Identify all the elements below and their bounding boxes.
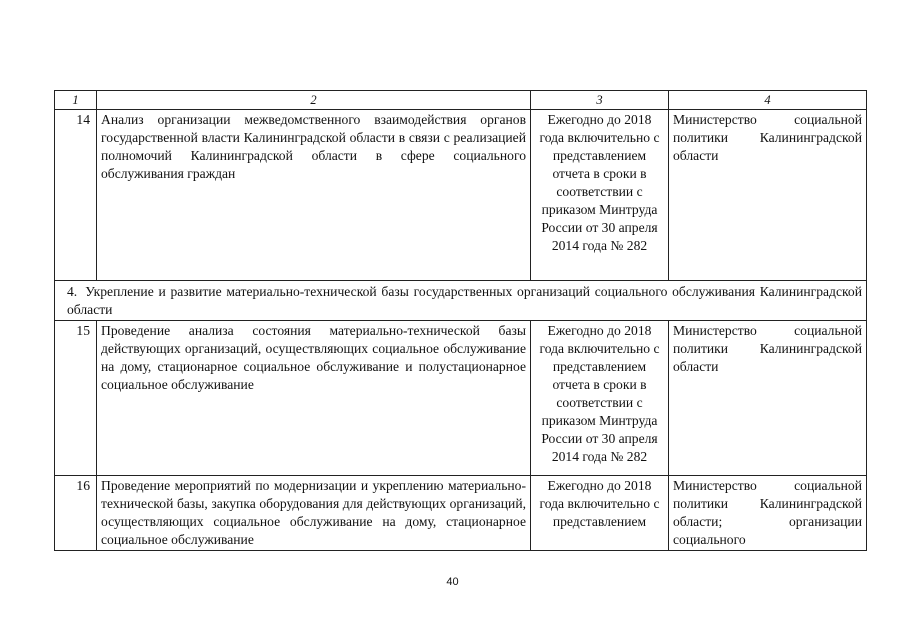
responsible-cell: Министерство социальной политики Калининградской области <box>669 321 867 476</box>
activity-cell: Проведение мероприятий по модернизации и укреплению материально-технической базы, закупка оборудования для действующих организаций, осуществляющих социальное обслуживание на дому, стационарное социальное обслуживание <box>97 476 531 551</box>
document-table <box>54 90 867 551</box>
term-cell: Ежегодно до 2018 года включительно с представлением <box>531 476 669 551</box>
term-cell: Ежегодно до 2018 года включительно с представлением отчета в сроки в соответствии с приказом Минтруда России от 30 апреля 2014 года № 282 <box>531 110 669 281</box>
term-cell: Ежегодно до 2018 года включительно с представлением отчета в сроки в соответствии с приказом Минтруда России от 30 апреля 2014 года № 282 <box>531 321 669 476</box>
responsible-cell: Министерство социальной политики Калининградской области <box>669 110 867 281</box>
header-cell-1: 1 <box>55 91 97 110</box>
row-number: 16 <box>55 476 97 551</box>
section-title: Укрепление и развитие материально-технической базы государственных организаций социального обслуживания Калининградской области <box>67 284 862 317</box>
section-heading-cell <box>55 281 867 321</box>
header-cell-3: 3 <box>531 91 669 110</box>
activity-cell: Анализ организации межведомственного взаимодействия органов государственной власти Калининградской области в связи с реализацией полномочий Калининградской области в сфере социального обслуживания граждан <box>97 110 531 281</box>
row-number: 14 <box>55 110 97 281</box>
section-number: 4. <box>67 284 78 299</box>
header-cell-2: 2 <box>97 91 531 110</box>
table-row <box>55 321 867 476</box>
activity-cell: Проведение анализа состояния материально-технической базы действующих организаций, осуществляющих социальное обслуживание на дому, стационарное социальное обслуживание и полустационарное социальное обслуживание <box>97 321 531 476</box>
responsible-cell: Министерство социальной политики Калининградской области; организации социального <box>669 476 867 551</box>
header-cell-4: 4 <box>669 91 867 110</box>
section-heading-row <box>55 281 867 321</box>
table-row <box>55 110 867 281</box>
page-number: 40 <box>446 576 459 588</box>
table-row <box>55 476 867 551</box>
table-header-row <box>55 91 867 110</box>
row-number: 15 <box>55 321 97 476</box>
